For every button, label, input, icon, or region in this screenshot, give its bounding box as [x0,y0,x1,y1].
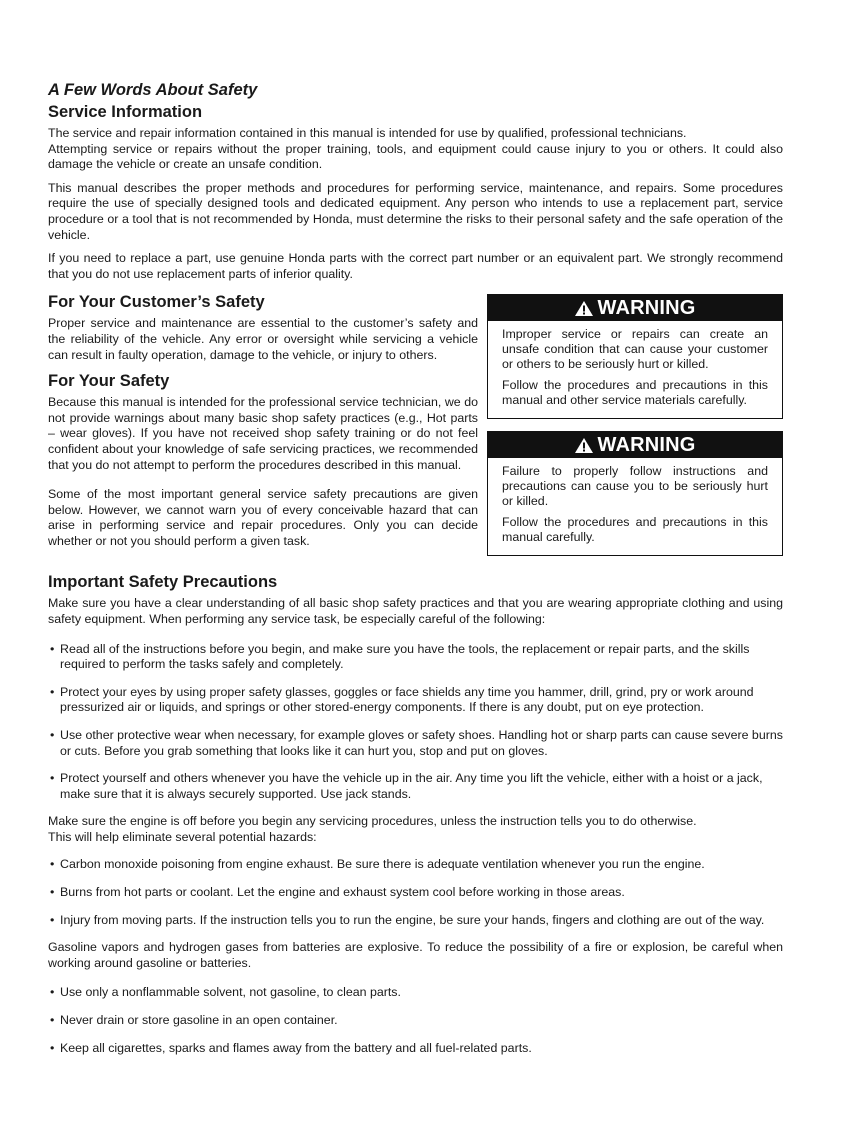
precautions-list-3 [48,985,783,1056]
warning-1-text-1: Improper service or repairs can create an unsafe condition that can cause your customer or others to be seriously hurt or killed. [502,327,768,372]
list-item: • Protect yourself and others whenever you have the vehicle up in the air. Any time you lift the vehicle, either with a hoist or a jack, make sure that it is always securely supported. Use jack stands. [48,771,783,802]
warning-body-2 [488,458,782,555]
warning-triangle-icon [574,437,594,454]
warning-box-2 [487,431,783,556]
list-item: • Burns from hot parts or coolant. Let the engine and exhaust system cool before working in those areas. [48,885,783,901]
customer-safety-heading: For Your Customer’s Safety [48,293,265,312]
warning-label-1: WARNING [597,296,696,319]
engine-off-line-2: This will help eliminate several potential hazards: [48,829,317,844]
service-info-paragraph-1 [48,126,783,173]
customer-safety-paragraph: Proper service and maintenance are essential to the customer’s safety and the reliability of the vehicle. Any error or oversight while servicing a vehicle can result in faulty operation, damage to the vehicle, or injury to others. [48,316,478,362]
precautions-list-1 [48,642,783,803]
list-item: • Never drain or store gasoline in an open container. [48,1013,783,1029]
warning-2-text-2: Follow the procedures and precautions in this manual carefully. [502,515,768,545]
left-column [48,290,478,557]
engine-off-paragraph [48,814,783,845]
service-info-p1-line1: The service and repair information contained in this manual is intended for use by qualified, professional technicians. [48,126,687,140]
list-item: • Use other protective wear when necessary, for example gloves or safety shoes. Handling hot or sharp parts can cause severe burns or cuts. Before you grab something that looks like it can hurt you, stop and put on gloves. [48,728,783,759]
list-item: • Read all of the instructions before you begin, and make sure you have the tools, the replacement or repair parts, and the skills required to perform the tasks safely and completely. [48,642,783,673]
right-column [487,294,783,568]
list-item: • Protect your eyes by using proper safety glasses, goggles or face shields any time you hammer, drill, grind, pry or work around pressurized air or liquids, and springs or other stored-energy components. If there is any doubt, put on eye protection. [48,685,783,716]
service-info-p1-rest: Attempting service or repairs without the proper training, tools, and equipment could cause injury to you or others. It could also damage the vehicle or create an unsafe condition. [48,141,783,172]
service-info-paragraph-2: This manual describes the proper methods and procedures for performing service, maintenance, and repairs. Some procedures require the use of specially designed tools and dedicated equipment. Any person who intends to use a replacement part, service procedure or a tool that is not recommended by Honda, must determine the risks to their personal safety and the safe operation of the vehicle. [48,180,783,242]
safety-page [48,80,783,1068]
warning-label-2: WARNING [597,433,696,456]
warning-triangle-icon [574,300,594,317]
warning-2-text-1: Failure to properly follow instructions and precautions can cause you to be seriously hurt or killed. [502,464,768,509]
list-item: • Keep all cigarettes, sparks and flames away from the battery and all fuel-related parts. [48,1041,783,1057]
precautions-heading: Important Safety Precautions [48,573,278,592]
service-info-heading: Service Information [48,103,203,121]
service-info-paragraph-3: If you need to replace a part, use genuine Honda parts with the correct part number or an equivalent part. We strongly recommend that you do not use replacement parts of inferior quality. [48,251,783,281]
your-safety-heading: For Your Safety [48,372,170,391]
warning-box-1 [487,294,783,419]
page-title: A Few Words About Safety [48,81,258,99]
list-item: • Injury from moving parts. If the instruction tells you to run the engine, be sure your hands, fingers and clothing are out of the way. [48,913,783,929]
safety-two-column [48,290,783,568]
list-item: • Carbon monoxide poisoning from engine exhaust. Be sure there is adequate ventilation whenever you run the engine. [48,857,783,873]
precautions-intro: Make sure you have a clear understanding of all basic shop safety practices and that you are wearing appropriate clothing and using safety equipment. When performing any service task, be especially careful of the following: [48,596,783,626]
list-item: • Use only a nonflammable solvent, not gasoline, to clean parts. [48,985,783,1001]
engine-off-line-1: Make sure the engine is off before you begin any servicing procedures, unless the instruction tells you to do otherwise. [48,814,697,829]
your-safety-paragraph-2: Some of the most important general service safety precautions are given below. However, we cannot warn you of every conceivable hazard that can arise in performing service and repair procedures. Only you can decide whether or not you should perform a given task. [48,487,478,548]
warning-1-text-2: Follow the procedures and precautions in this manual and other service materials carefully. [502,378,768,408]
warning-header-2 [488,432,782,458]
your-safety-paragraph-1: Because this manual is intended for the professional service technician, we do not provide warnings about many basic shop safety practices (e.g., Hot parts – wear gloves). If you have not received shop safety training or do not feel confident about your knowledge of safe servicing practices, we recommended that you do not attempt to perform the procedures described in this manual. [48,395,478,472]
warning-body-1 [488,321,782,418]
gasoline-paragraph: Gasoline vapors and hydrogen gases from batteries are explosive. To reduce the possibility of a fire or explosion, be careful when working around gasoline or batteries. [48,940,783,970]
warning-header-1 [488,295,782,321]
precautions-list-2 [48,857,783,928]
